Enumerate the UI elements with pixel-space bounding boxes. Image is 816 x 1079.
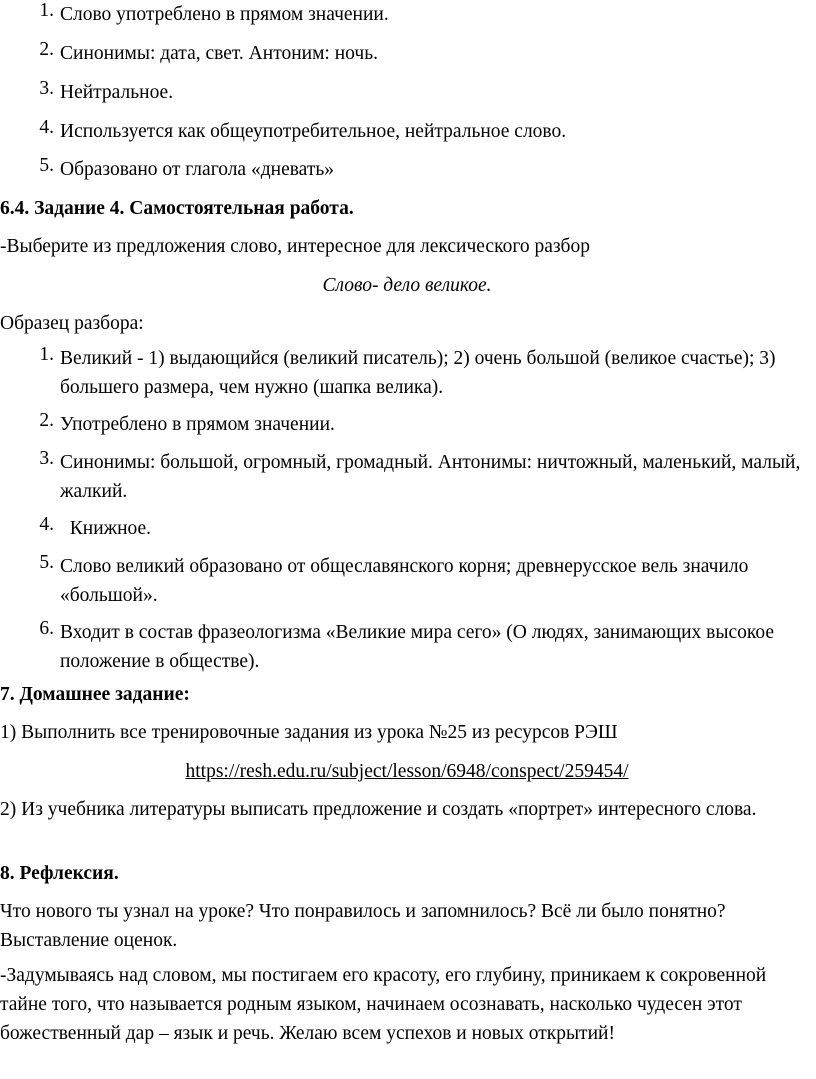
homework-heading: 7. Домашнее задание: [0,684,190,705]
resh-lesson-link[interactable]: https://resh.edu.ru/subject/lesson/6948/conspect/259454/ [185,761,629,782]
sample-number: 4. [39,514,54,535]
sample-number: 2. [39,410,54,431]
sample-text: Великий - 1) выдающийся (великий писатель); 2) очень большой (великое счастье); 3) большего размера, чем нужно (шапка велика). [60,348,776,398]
sample-text: Книжное. [60,518,152,539]
reflection-heading: 8. Рефлексия. [0,863,119,884]
answer-text: Нейтральное. [60,82,174,103]
answer-number: 2. [39,39,54,60]
answer-number: 5. [39,155,54,176]
sample-number: 1. [39,344,54,365]
sample-text: Употреблено в прямом значении. [60,414,335,435]
reflection-question: Что нового ты узнал на уроке? Что понравилось и запомнилось? Всё ли было понятно? Выставление оценок. [0,901,726,951]
homework-link-line [0,757,814,786]
answer-text: Синонимы: дата, свет. Антоним: ночь. [60,43,378,64]
task4-instruction: -Выберите из предложения слово, интересное для лексического разбор [0,236,590,257]
answer-number: 1. [39,0,54,21]
sample-text: Слово великий образовано от общеславянского корня; древнерусское вель значило «большой». [60,556,749,606]
answer-text: Слово употреблено в прямом значении. [60,4,389,25]
sample-number: 6. [39,618,54,639]
sample-text: Входит в состав фразеологизма «Великие мира сего» (О людях, занимающих высокое положение в обществе). [60,622,775,672]
homework-item-2: 2) Из учебника литературы выписать предложение и создать «портрет» интересного слова. [0,799,757,820]
answer-text: Образовано от глагола «дневать» [60,159,334,180]
reflection-closing: -Задумываясь над словом, мы постигаем его красоту, его глубину, приникаем к сокровенной тайне того, что называется родным языком, начинаем осознавать, насколько чудесен этот божественный дар – язык и речь. Желаю всем успехов и новых открытий! [0,965,767,1044]
task4-heading: 6.4. Задание 4. Самостоятельная работа. [0,198,354,219]
answer-number: 3. [39,78,54,99]
sample-number: 3. [39,448,54,469]
answer-number: 4. [39,117,54,138]
sample-number: 5. [39,552,54,573]
answer-text: Используется как общеупотребительное, нейтральное слово. [60,121,567,142]
homework-item-1: 1) Выполнить все тренировочные задания из урока №25 из ресурсов РЭШ [0,722,618,743]
task4-sentence: Слово- дело великое. [322,275,492,296]
sample-label: Образец разбора: [0,313,144,334]
sample-text: Синонимы: большой, огромный, громадный. Антонимы: ничтожный, маленький, малый, жалкий. [60,452,801,502]
